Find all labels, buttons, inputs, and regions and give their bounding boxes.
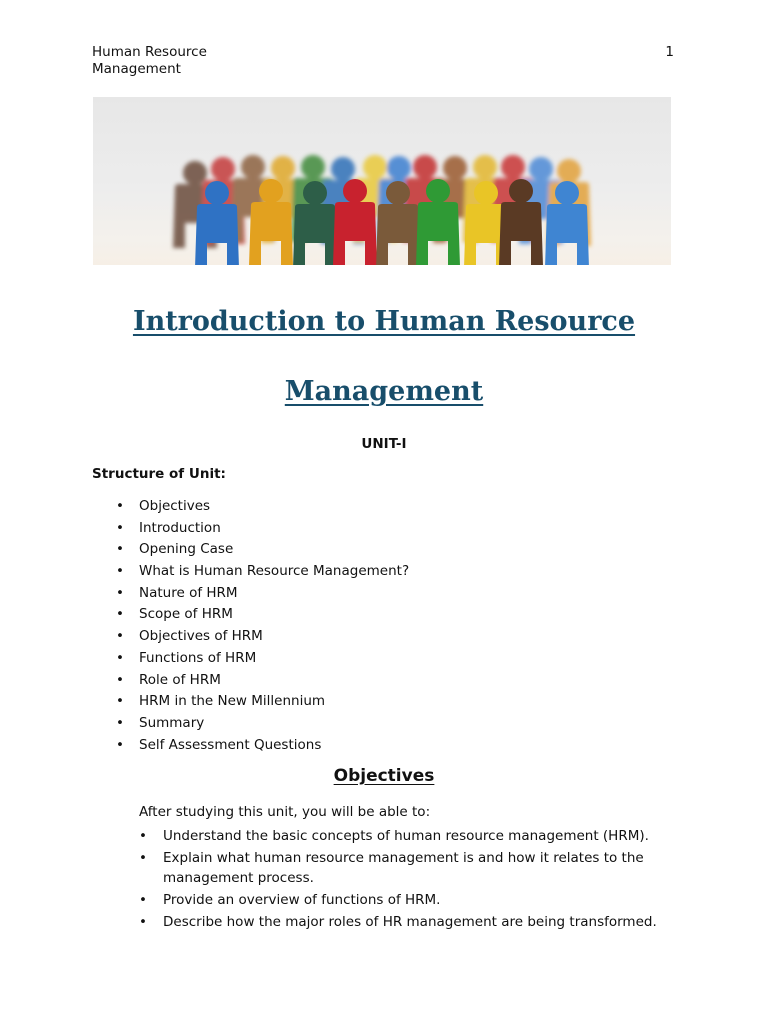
list-item: • Introduction — [116, 519, 221, 536]
structure-list — [116, 497, 409, 757]
objectives-list — [139, 826, 679, 934]
bullet-icon: • — [116, 736, 124, 753]
page-number: 1 — [665, 44, 674, 60]
list-item: • Understand the basic concepts of human resource management (HRM). — [139, 828, 649, 844]
list-item: • Objectives of HRM — [116, 628, 263, 645]
objectives-heading: Objectives — [333, 766, 435, 786]
list-item: • Nature of HRM — [116, 584, 238, 601]
objectives-intro: After studying this unit, you will be able to: — [139, 804, 431, 820]
list-item: • Opening Case — [116, 541, 234, 558]
bullet-icon: • — [116, 606, 124, 623]
running-header: Human Resource Management — [92, 44, 207, 77]
unit-label: UNIT-I — [361, 436, 407, 452]
bullet-icon: • — [116, 498, 124, 514]
bullet-icon: • — [139, 892, 147, 908]
banner-image — [93, 97, 671, 265]
list-item: • What is Human Resource Management? — [116, 563, 410, 580]
list-item: • Role of HRM — [116, 671, 221, 688]
bullet-icon: • — [116, 563, 124, 580]
bullet-icon: • — [116, 584, 124, 601]
bullet-icon: • — [116, 693, 124, 710]
list-item: • Summary — [116, 714, 205, 731]
list-item: • Self Assessment Questions — [116, 736, 322, 753]
list-item: • Describe how the major roles of HR management are being transformed. — [139, 914, 657, 930]
list-item: • Objectives — [116, 498, 211, 514]
structure-heading: Structure of Unit: — [92, 466, 226, 482]
list-item: • Explain what human resource management is and how it relates to the management process. — [139, 850, 644, 886]
page-title-line-2: Management — [284, 376, 484, 407]
bullet-icon: • — [139, 850, 147, 866]
people-figures-illustration — [93, 97, 671, 265]
list-item: • Provide an overview of functions of HRM. — [139, 892, 441, 908]
bullet-icon: • — [116, 541, 124, 558]
bullet-icon: • — [139, 828, 147, 844]
page-title-line-1: Introduction to Human Resource — [132, 306, 636, 337]
bullet-icon: • — [116, 519, 124, 536]
bullet-icon: • — [116, 628, 124, 645]
list-item: • Scope of HRM — [116, 606, 233, 623]
bullet-icon: • — [116, 714, 124, 731]
bullet-icon: • — [116, 671, 124, 688]
list-item: • Functions of HRM — [116, 649, 257, 666]
bullet-icon: • — [116, 649, 124, 666]
bullet-icon: • — [139, 914, 147, 930]
list-item: • HRM in the New Millennium — [116, 693, 326, 710]
